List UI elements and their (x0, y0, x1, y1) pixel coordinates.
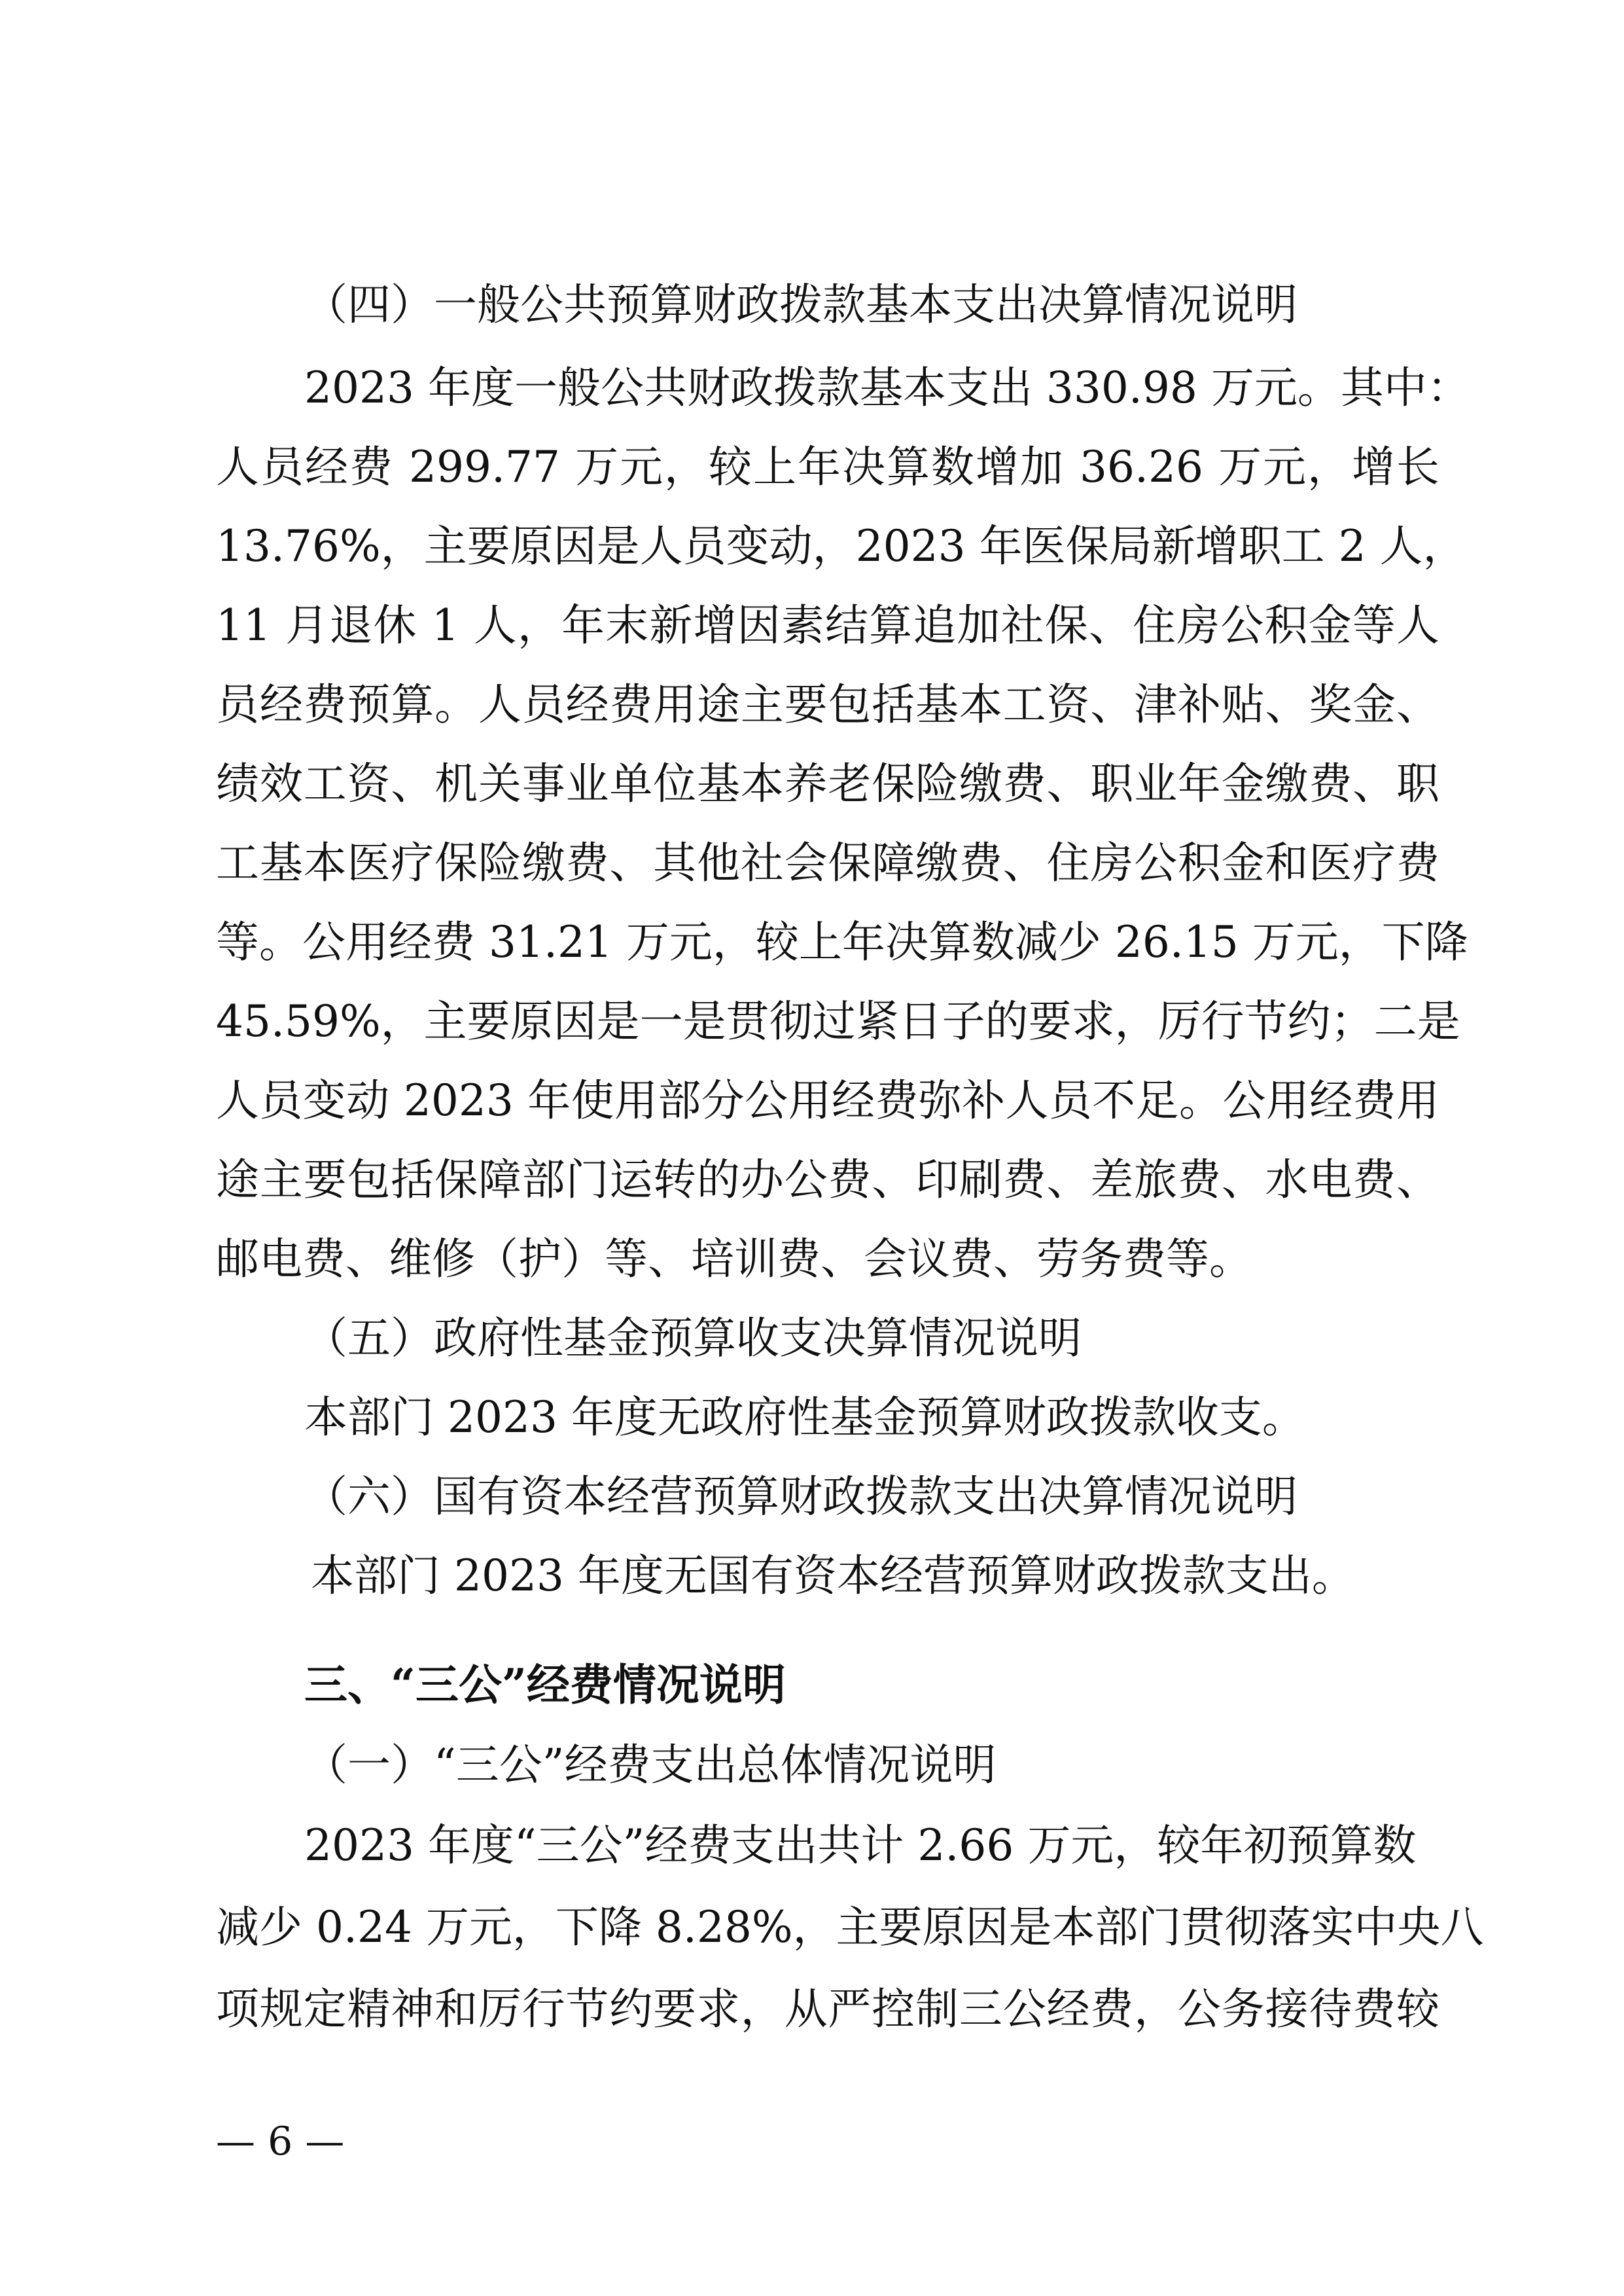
paragraph-line: 途主要包括保障部门运转的办公费、印刷费、差旅费、水电费、 (216, 1155, 1439, 1205)
paragraph-line: 人员经费 299.77 万元，较上年决算数增加 36.26 万元，增长 (216, 442, 1439, 492)
paragraph-line: 45.59%，主要原因是一是贯彻过紧日子的要求，厉行节约；二是 (216, 996, 1460, 1047)
paragraph-line: 邮电费、维修（护）等、培训费、会议费、劳务费等。 (216, 1234, 1252, 1284)
paragraph-line: 员经费预算。人员经费用途主要包括基本工资、津补贴、奖金、 (216, 679, 1439, 730)
section-heading-1: （一）“三公”经费支出总体情况说明 (304, 1740, 997, 1790)
paragraph-line: 13.76%，主要原因是人员变动，2023 年医保局新增职工 2 人， (216, 521, 1466, 571)
paragraph-line: 2023 年度“三公”经费支出共计 2.66 万元，较年初预算数 (304, 1820, 1417, 1871)
paragraph-line: 减少 0.24 万元，下降 8.28%，主要原因是本部门贯彻落实中央八 (216, 1902, 1484, 1952)
paragraph-line: 本部门 2023 年度无国有资本经营预算财政拨款支出。 (311, 1551, 1355, 1601)
paragraph-line: 绩效工资、机关事业单位基本养老保险缴费、职业年金缴费、职 (216, 759, 1439, 809)
section-heading-4: （四）一般公共预算财政拨款基本支出决算情况说明 (304, 279, 1297, 330)
paragraph-line: 项规定精神和厉行节约要求，从严控制三公经费，公务接待费较 (216, 1984, 1439, 2034)
paragraph-line: 人员变动 2023 年使用部分公用经费弥补人员不足。公用经费用 (216, 1075, 1439, 1126)
paragraph-line: 本部门 2023 年度无政府性基金预算财政拨款收支。 (304, 1392, 1305, 1443)
section-heading-6: （六）国有资本经营预算财政拨款支出决算情况说明 (304, 1471, 1297, 1522)
paragraph-line: 工基本医疗保险缴费、其他社会保障缴费、住房公积金和医疗费 (216, 838, 1439, 888)
page-number: — 6 — (216, 2119, 345, 2164)
paragraph-line: 等。公用经费 31.21 万元，较上年决算数减少 26.15 万元，下降 (216, 917, 1468, 967)
chapter-heading-3: 三、“三公”经费情况说明 (304, 1659, 786, 1710)
paragraph-line: 2023 年度一般公共财政拨款基本支出 330.98 万元。其中： (304, 363, 1470, 413)
section-heading-5: （五）政府性基金预算收支决算情况说明 (304, 1313, 1082, 1363)
paragraph-line: 11 月退休 1 人，年末新增因素结算追加社保、住房公积金等人 (216, 600, 1439, 651)
